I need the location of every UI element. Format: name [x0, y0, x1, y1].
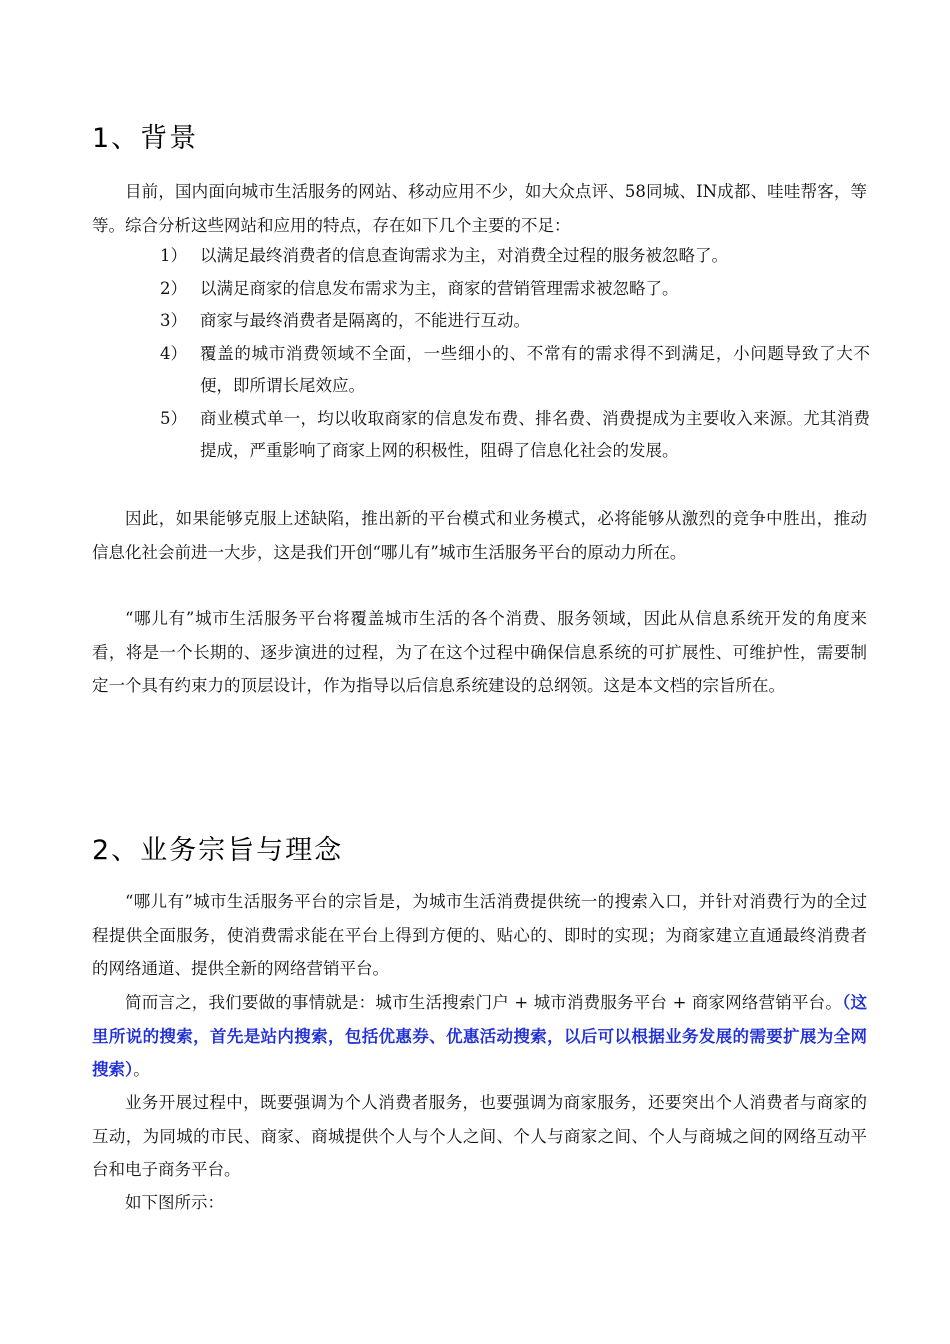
list-item — [160, 273, 870, 306]
summary-text: 简而言之，我们要做的事情就是：城市生活搜索门户 + 城市消费服务平台 + 商家网络营销平台。 — [125, 993, 843, 1012]
list-item-number: 4） — [160, 343, 187, 363]
list-item-text: 以满足最终消费者的信息查询需求为主，对消费全过程的服务被忽略了。 — [200, 246, 728, 265]
list-item-text: 商业模式单一，均以收取商家的信息发布费、排名费、消费提成为主要收入来源。尤其消费提成，严重影响了商家上网的积极性，阻碍了信息化社会的发展。 — [200, 408, 870, 460]
section-2-heading: 2、业务宗旨与理念 — [92, 835, 344, 866]
section-2-paragraph-2 — [92, 986, 867, 1087]
section-2-paragraph-4: 如下图所示： — [125, 1193, 224, 1212]
section-2-paragraph-1: “哪儿有”城市生活服务平台的宗旨是，为城市生活消费提供统一的搜索入口，并针对消费行为的全过程提供全面服务，使消费需求能在平台上得到方便的、贴心的、即时的实现；为商家建立直通最终消费者的网络通道、提供全新的网络营销平台。 — [92, 892, 867, 978]
section-1-heading: 1、背景 — [92, 123, 199, 154]
list-item-number: 2） — [160, 278, 187, 298]
list-item-text: 以满足商家的信息发布需求为主，商家的营销管理需求被忽略了。 — [200, 278, 679, 298]
deficiency-list — [160, 240, 870, 468]
list-item-number: 3） — [160, 311, 187, 330]
list-item — [160, 403, 870, 468]
section-1-intro: 目前，国内面向城市生活服务的网站、移动应用不少，如大众点评、58同城、IN成都、哇哇帮客，等等。综合分析这些网站和应用的特点，存在如下几个主要的不足： — [92, 182, 867, 235]
search-note: （这里所说的搜索，首先是站内搜索，包括优惠券、优惠活动搜索，以后可以根据业务发展的需要扩展为全网搜索） — [92, 993, 868, 1079]
list-item-number: 5） — [160, 408, 187, 428]
summary-end: 。 — [133, 1060, 150, 1079]
list-item — [160, 240, 870, 273]
list-item-number: 1） — [160, 246, 187, 265]
list-item-text: 商家与最终消费者是隔离的，不能进行互动。 — [200, 311, 530, 330]
section-1-paragraph-3: “哪儿有”城市生活服务平台将覆盖城市生活的各个消费、服务领域，因此从信息系统开发的角度来看，将是一个长期的、逐步演进的过程，为了在这个过程中确保信息系统的可扩展性、可维护性，需要制定一个具有约束力的顶层设计，作为指导以后信息系统建设的总纲领。这是本文档的宗旨所在。 — [92, 609, 867, 695]
list-item — [160, 305, 870, 338]
list-item-text: 覆盖的城市消费领域不全面，一些细小的、不常有的需求得不到满足，小问题导致了大不便，即所谓长尾效应。 — [200, 343, 870, 395]
list-item — [160, 338, 870, 403]
section-1-paragraph-2: 因此，如果能够克服上述缺陷，推出新的平台模式和业务模式，必将能够从激烈的竞争中胜出，推动信息化社会前进一大步，这是我们开创“哪儿有”城市生活服务平台的原动力所在。 — [92, 509, 867, 562]
section-2-paragraph-3: 业务开展过程中，既要强调为个人消费者服务，也要强调为商家服务，还要突出个人消费者与商家的互动，为同城的市民、商家、商城提供个人与个人之间、个人与商家之间、个人与商城之间的网络互动平台和电子商务平台。 — [92, 1093, 867, 1179]
